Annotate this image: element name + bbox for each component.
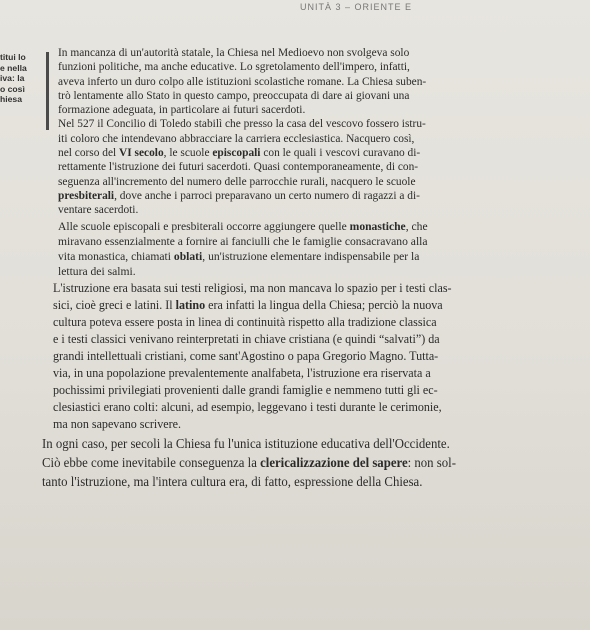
text-line <box>53 382 573 399</box>
text-segment: In ogni caso, per secoli la Chiesa fu l'unica istituzione educativa dell'Occidente. <box>42 436 450 452</box>
text-segment: In mancanza di un'autorità statale, la Chiesa nel Medioevo non svolgeva solo <box>58 47 410 59</box>
text-line <box>42 453 562 472</box>
bold-keyword: episcopali <box>212 147 261 160</box>
text-line <box>58 60 578 74</box>
text-segment: sici, cioè greci e latini. Il <box>53 298 176 313</box>
text-segment: pochissimi privilegiati provenienti dalle grandi famiglie e nemmeno tutti gli ec- <box>53 383 438 398</box>
text-segment: L'istruzione era basata sui testi religiosi, ma non mancava lo spazio per i testi clas- <box>53 281 452 296</box>
text-line <box>58 132 578 146</box>
bold-keyword: monastiche <box>349 219 406 233</box>
bold-keyword: VI secolo <box>119 147 164 160</box>
text-segment: cultura poteva essere posta in linea di continuità rispetto alla tradizione classica <box>53 315 437 330</box>
text-line <box>58 117 578 131</box>
text-line <box>58 189 578 203</box>
text-line <box>58 249 578 264</box>
text-line <box>58 219 578 234</box>
text-segment: iti coloro che intendevano abbracciare la carriera ecclesiastica. Nacquero così, <box>58 132 415 145</box>
text-segment: con le quali i vescovi curavano di- <box>260 147 421 160</box>
text-segment: , dove anche i parroci preparavano un certo numero di ragazzi a di- <box>114 189 420 202</box>
text-segment: funzioni politiche, ma anche educative. Lo sgretolamento dell'impero, infatti, <box>58 61 410 74</box>
margin-note-line: titui lo <box>0 52 26 62</box>
text-line <box>53 399 573 416</box>
text-segment: , un'istruzione elementare indispensabile per la <box>202 249 420 263</box>
text-line <box>53 280 573 297</box>
text-segment: , le scuole <box>163 147 213 160</box>
text-line <box>42 434 562 453</box>
margin-rule <box>46 52 49 130</box>
bold-keyword: latino <box>175 298 206 313</box>
text-segment: via, in una popolazione prevalentemente analfabeta, l'istruzione era riservata a <box>53 366 431 381</box>
bold-keyword: presbiterali <box>58 189 115 202</box>
margin-note-line: iva: la <box>0 73 25 84</box>
text-segment: era infatti la lingua della Chiesa; perciò la nuova <box>205 298 443 313</box>
text-segment: formazione adeguata, in particolare ai futuri sacerdoti. <box>58 104 306 117</box>
text-segment: clesiastici erano colti: alcuni, ad esempio, leggevano i testi durante le cerimonie, <box>53 400 442 415</box>
text-segment: : non sol- <box>407 455 456 471</box>
text-line <box>58 234 578 249</box>
text-segment: Nel 527 il Concilio di Toledo stabilì che presso la casa del vescovo fossero istru- <box>58 118 426 131</box>
text-segment: Alle scuole episcopali e presbiterali occorre aggiungere quelle <box>58 219 350 233</box>
text-segment: grandi intellettuali cristiani, come sant'Agostino o papa Gregorio Magno. Tutta- <box>53 349 439 364</box>
text-segment: vita monastica, chiamati <box>58 249 174 263</box>
text-segment: lettura dei salmi. <box>58 265 136 279</box>
paragraph <box>58 46 578 117</box>
text-line <box>53 348 573 365</box>
text-segment: ventare sacerdoti. <box>58 204 139 217</box>
margin-note-line: hiesa <box>0 94 22 105</box>
text-segment: aveva inferto un duro colpo alle istituzioni scolastiche romane. La Chiesa suben- <box>58 75 427 88</box>
text-line <box>53 314 573 331</box>
body-text <box>42 46 578 491</box>
text-line <box>58 46 578 60</box>
text-segment: tanto l'istruzione, ma l'intera cultura era, di fatto, espressione della Chiesa. <box>42 474 423 490</box>
text-line <box>58 160 578 174</box>
text-line <box>53 331 573 348</box>
bold-keyword: oblati <box>173 249 203 263</box>
text-segment: , che <box>405 219 428 233</box>
text-line <box>58 203 578 217</box>
paragraph <box>42 434 578 491</box>
margin-note <box>0 52 40 105</box>
text-segment: rettamente l'istruzione dei futuri sacerdoti. Quasi contemporaneamente, di con- <box>58 161 419 174</box>
text-line <box>53 365 573 382</box>
text-segment: ma non sapevano scrivere. <box>53 417 181 432</box>
text-segment: miravano essenzialmente a fornire ai fanciulli che le famiglie consacravano alla <box>58 234 428 248</box>
paragraph <box>58 219 578 280</box>
text-line <box>58 175 578 189</box>
margin-note-line: o così <box>0 83 25 94</box>
text-line <box>53 416 573 433</box>
bold-keyword: clericalizzazione del sapere <box>260 455 408 471</box>
paragraph <box>53 280 578 433</box>
paragraph <box>58 117 578 217</box>
text-segment: seguenza all'incremento del numero delle parrocchie rurali, nacquero le scuole <box>58 175 416 188</box>
text-segment: Ciò ebbe come inevitabile conseguenza la <box>42 455 261 471</box>
margin-note-line: e nella <box>0 62 27 73</box>
text-line <box>58 146 578 160</box>
text-line <box>58 103 578 117</box>
text-line <box>53 297 573 314</box>
text-segment: trò lentamente allo Stato in questo campo, preoccupata di dare ai giovani una <box>58 89 410 102</box>
text-line <box>58 264 578 279</box>
text-segment: e i testi classici venivano reinterpretati in chiave cristiana (e quindi “salvati”) da <box>53 332 440 347</box>
text-line <box>42 472 562 491</box>
text-segment: nel corso del <box>58 147 120 160</box>
text-line <box>58 75 578 89</box>
running-head: UNITÀ 3 – ORIENTE E <box>300 2 413 12</box>
text-line <box>58 89 578 103</box>
